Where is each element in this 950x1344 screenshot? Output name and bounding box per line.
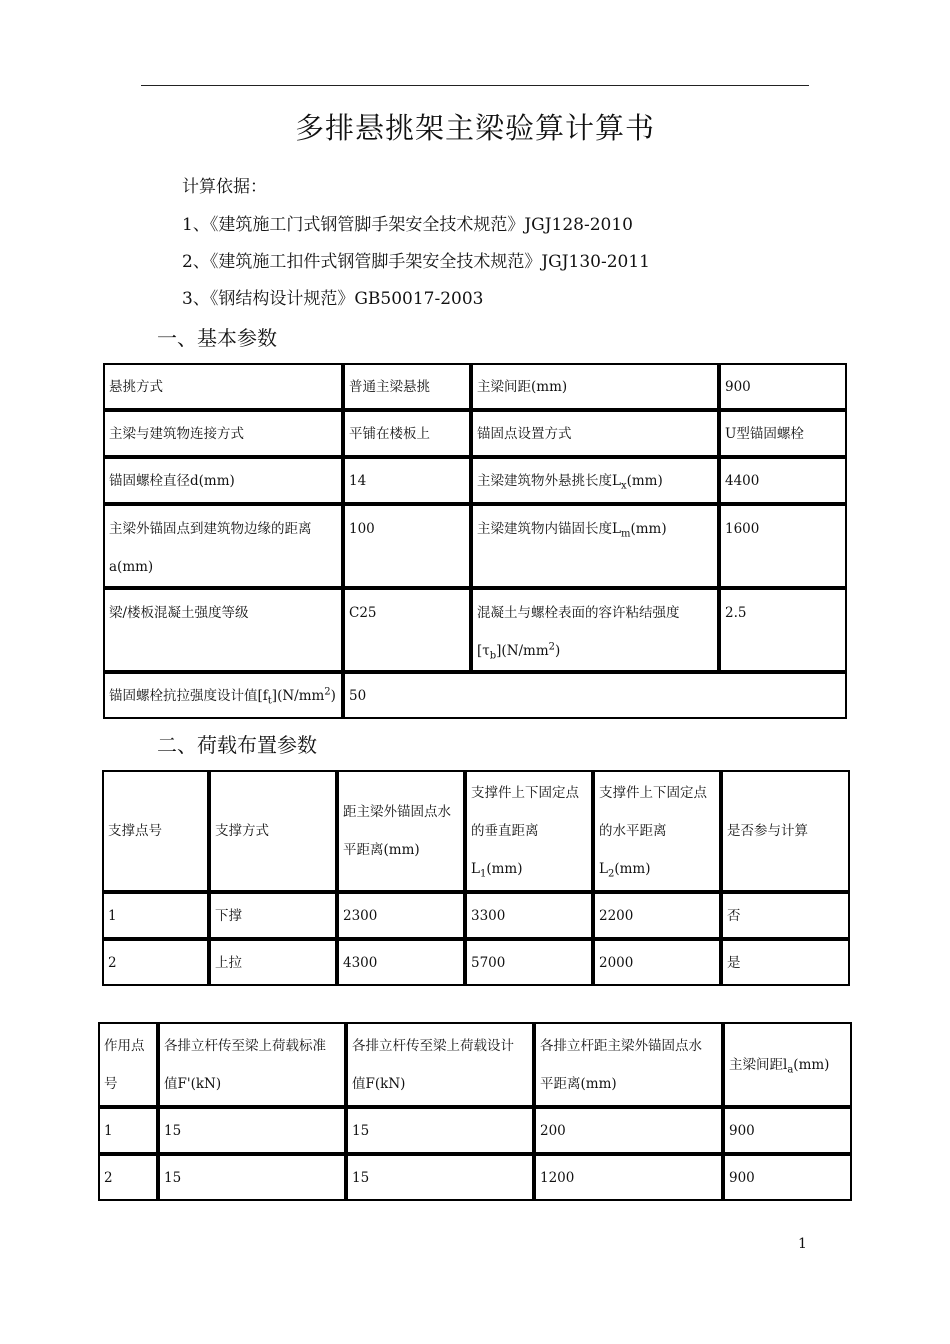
section-heading-basic-params: 一、基本参数 (157, 326, 277, 350)
table-row (102, 892, 850, 939)
param-label: 主梁间距(mm) (471, 363, 719, 410)
param-value: U型锚固螺栓 (719, 410, 847, 457)
param-value: 1600 (719, 504, 847, 588)
column-header: 支撑点号 (102, 770, 209, 892)
table-cell: 15 (346, 1154, 534, 1201)
basis-item-1: 1、《建筑施工门式钢管脚手架安全技术规范》JGJ128-2010 (182, 215, 633, 235)
table-row (103, 672, 847, 719)
column-header: 作用点 号 (98, 1022, 158, 1107)
table-row (103, 588, 847, 672)
table-cell: 900 (723, 1107, 852, 1154)
param-label: 悬挑方式 (103, 363, 343, 410)
param-value: 50 (343, 672, 847, 719)
table-cell: 2 (98, 1154, 158, 1201)
basic-params-table (103, 363, 847, 719)
param-value: 4400 (719, 457, 847, 504)
table-cell: 200 (534, 1107, 723, 1154)
param-value: 900 (719, 363, 847, 410)
basis-item-3: 3、《钢结构设计规范》GB50017-2003 (182, 289, 484, 309)
param-label: 梁/楼板混凝土强度等级 (103, 588, 343, 672)
table-row (98, 1107, 852, 1154)
param-label: 主梁建筑物内锚固长度$L_m(mm)$ (471, 504, 719, 588)
document-title: 多排悬挑架主梁验算计算书 (294, 111, 655, 145)
param-value: 平铺在楼板上 (343, 410, 471, 457)
param-value: C25 (343, 588, 471, 672)
table-header-row (98, 1022, 852, 1107)
table-cell: 下撑 (209, 892, 337, 939)
param-label: 主梁建筑物外悬挑长度$L_x(mm)$ (471, 457, 719, 504)
param-label: 锚固螺栓抗拉强度设计值$[f_t](N/mm^2)$ (103, 672, 343, 719)
column-header: 是否参与计算 (721, 770, 850, 892)
table-header-row (102, 770, 850, 892)
table-cell: 2300 (337, 892, 465, 939)
section-heading-load-layout: 二、荷载布置参数 (157, 733, 317, 757)
basis-item-2: 2、《建筑施工扣件式钢管脚手架安全技术规范》JGJ130-2011 (182, 252, 650, 272)
table-row (98, 1154, 852, 1201)
basis-label: 计算依据： (182, 177, 267, 197)
column-header: 距主梁外锚固点水 平距离(mm) (337, 770, 465, 892)
table-cell: 900 (723, 1154, 852, 1201)
table-cell: 4300 (337, 939, 465, 986)
header-rule (141, 85, 809, 86)
column-header: 各排立杆传至梁上荷载标准 值F'(kN) (158, 1022, 346, 1107)
param-label: 混凝土与螺栓表面的容许粘结强度 $[\tau_b](N/mm^2)$ (471, 588, 719, 672)
table-cell: 2200 (593, 892, 721, 939)
param-label: 主梁外锚固点到建筑物边缘的距离 a(mm) (103, 504, 343, 588)
table-cell: 1 (98, 1107, 158, 1154)
table-row (103, 410, 847, 457)
column-header: 支撑件上下固定点 的水平距离 $L_2(mm)$ (593, 770, 721, 892)
column-header: 各排立杆距主梁外锚固点水 平距离(mm) (534, 1022, 723, 1107)
table-cell: 2000 (593, 939, 721, 986)
column-header: 各排立杆传至梁上荷载设计 值F(kN) (346, 1022, 534, 1107)
support-table (102, 770, 850, 986)
param-value: 2.5 (719, 588, 847, 672)
column-header: 支撑件上下固定点 的垂直距离 $L_1(mm)$ (465, 770, 593, 892)
table-cell: 5700 (465, 939, 593, 986)
column-header: 主梁间距$l_a(mm)$ (723, 1022, 852, 1107)
table-cell: 3300 (465, 892, 593, 939)
param-label: 锚固螺栓直径d(mm) (103, 457, 343, 504)
param-value: 普通主梁悬挑 (343, 363, 471, 410)
page-number: 1 (798, 1236, 807, 1252)
table-cell: 2 (102, 939, 209, 986)
table-cell: 上拉 (209, 939, 337, 986)
table-cell: 1 (102, 892, 209, 939)
table-row (103, 363, 847, 410)
table-cell: 是 (721, 939, 850, 986)
param-label: 主梁与建筑物连接方式 (103, 410, 343, 457)
table-cell: 1200 (534, 1154, 723, 1201)
table-cell: 否 (721, 892, 850, 939)
param-value: 100 (343, 504, 471, 588)
table-cell: 15 (158, 1107, 346, 1154)
param-value: 14 (343, 457, 471, 504)
table-row (103, 457, 847, 504)
load-table (98, 1022, 852, 1201)
param-label: 锚固点设置方式 (471, 410, 719, 457)
table-cell: 15 (158, 1154, 346, 1201)
column-header: 支撑方式 (209, 770, 337, 892)
table-cell: 15 (346, 1107, 534, 1154)
table-row (103, 504, 847, 588)
table-row (102, 939, 850, 986)
